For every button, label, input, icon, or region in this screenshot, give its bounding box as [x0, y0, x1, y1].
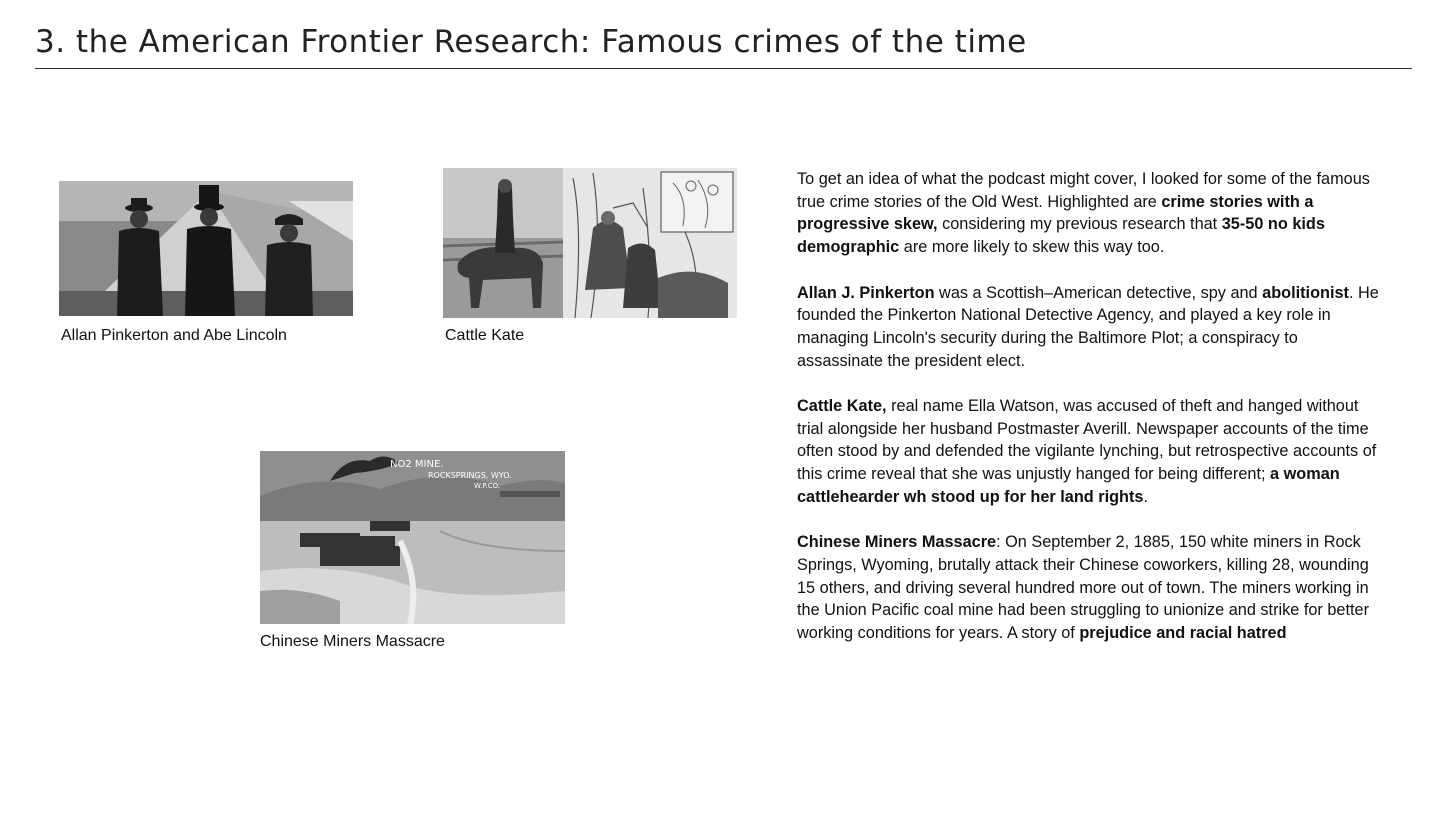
title-divider — [35, 68, 1412, 69]
research-text — [797, 168, 1382, 667]
pinkerton-paragraph: Allan J. Pinkerton was a Scottish–American detective, spy and abolitionist. He founded the Pinkerton National Detective Agency, and played a key role in managing Lincoln's security during the Baltimore Plot; a conspiracy to assassinate the president elect. — [797, 283, 1379, 370]
cattle-kate-paragraph: Cattle Kate, real name Ella Watson, was accused of theft and hanged without trial alongside her husband Postmaster Averill. Newspaper accounts of the time often stood by and defended the vigilante lynching, but retrospective accounts of this crime reveal that she was unjustly hanged for being different; a woman cattlehearder wh stood up for her land rights. — [797, 397, 1377, 506]
cattle-kate-photo — [443, 168, 737, 318]
cattle-kate-caption: Cattle Kate — [445, 327, 525, 344]
intro-paragraph: To get an idea of what the podcast might cover, I looked for some of the famous true crime stories of the Old West. Highlighted are crime stories with a progressive skew, considering my previous research that 35-50 no kids demographic are more likely to skew this way too. — [797, 170, 1370, 257]
photo-text-mine: NO2 MINE. — [390, 459, 444, 470]
chinese-miners-paragraph: Chinese Miners Massacre: On September 2, 1885, 150 white miners in Rock Springs, Wyoming, brutally attack their Chinese coworkers, killing 28, wounding 15 others, and driving several hundred more out of town. The miners working in the Union Pacific coal mine had been struggling to unionize and strike for better working conditions for years. A story of prejudice and racial hatred — [797, 533, 1369, 643]
rock-springs-mine-photo — [260, 451, 565, 624]
pinkerton-lincoln-photo — [59, 181, 353, 316]
chinese-miners-caption: Chinese Miners Massacre — [260, 633, 445, 650]
photo-text-company: W.P.CO. — [474, 482, 501, 490]
slide-title: 3. the American Frontier Research: Famous crimes of the time — [35, 24, 1027, 60]
photo-text-location: ROCKSPRINGS, WYO. — [428, 471, 512, 480]
pinkerton-caption: Allan Pinkerton and Abe Lincoln — [61, 327, 287, 344]
